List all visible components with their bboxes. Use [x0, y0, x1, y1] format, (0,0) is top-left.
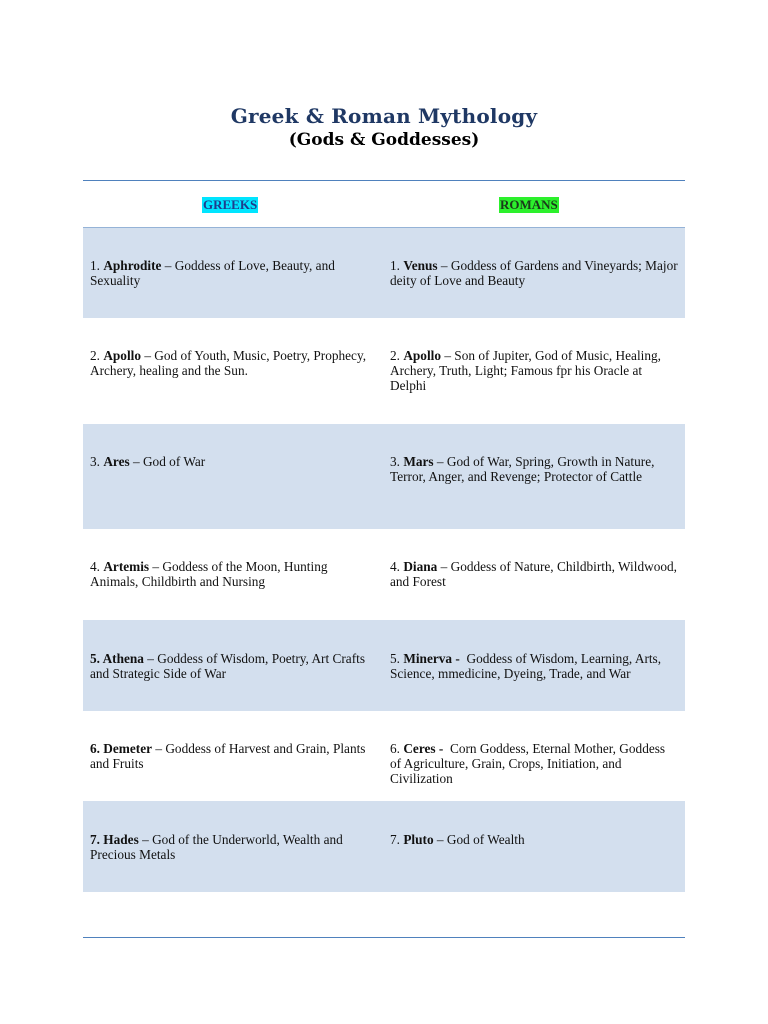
roman-god-name: Mars: [403, 454, 434, 469]
roman-god-cell: [390, 258, 678, 288]
greek-god-description: Goddess of the Moon, Hunting Animals, Childbirth and Nursing: [90, 559, 328, 590]
greeks-column-header: GREEKS: [203, 197, 258, 212]
roman-god-number: 1.: [390, 258, 400, 273]
roman-god-description: God of Wealth: [446, 832, 525, 847]
separator: –: [138, 832, 153, 847]
greek-god-cell: [90, 258, 378, 288]
table-row: [83, 620, 685, 711]
greek-god-cell: [90, 651, 378, 681]
separator: –: [433, 454, 447, 469]
page-subtitle: (Gods & Goddesses): [288, 130, 480, 150]
greek-god-description: God of the Underworld, Wealth and Precious Metals: [90, 832, 343, 863]
roman-god-description: Corn Goddess, Eternal Mother, Goddess of Agriculture, Grain, Crops, Initiation, and Civilization: [390, 741, 666, 787]
greek-god-description: Goddess of Wisdom, Poetry, Art Crafts and Strategic Side of War: [90, 651, 366, 682]
greek-god-number: 2.: [90, 348, 100, 363]
roman-god-cell: [390, 348, 678, 394]
greek-god-cell: [90, 454, 378, 469]
greek-god-name: Apollo: [103, 348, 141, 363]
greek-god-name: Ares: [103, 454, 130, 469]
table-header-row: [83, 181, 685, 227]
greek-god-cell: [90, 832, 378, 862]
roman-god-number: 7.: [390, 832, 400, 847]
greek-god-cell: [90, 348, 378, 378]
separator: –: [161, 258, 175, 273]
roman-god-description: Goddess of Gardens and Vineyards; Major deity of Love and Beauty: [390, 258, 678, 289]
table-row: [83, 228, 685, 318]
roman-god-description: Goddess of Nature, Childbirth, Wildwood, and Forest: [390, 559, 677, 590]
table-row: [83, 424, 685, 529]
separator: –: [441, 348, 455, 363]
greek-god-name: Artemis: [103, 559, 150, 574]
separator: –: [149, 559, 163, 574]
greek-god-description: God of Youth, Music, Poetry, Prophecy, Archery, healing and the Sun.: [90, 348, 367, 379]
table-bottom-rule: [83, 937, 685, 938]
roman-god-cell: [390, 741, 678, 787]
romans-column-header: ROMANS: [500, 197, 558, 212]
roman-god-name: Minerva -: [403, 651, 460, 666]
separator: –: [437, 559, 451, 574]
page-title: Greek & Roman Mythology: [230, 104, 538, 128]
greek-god-name: 7. Hades: [90, 832, 139, 847]
roman-god-cell: [390, 832, 678, 847]
roman-god-cell: [390, 559, 678, 589]
roman-god-number: 6.: [390, 741, 400, 756]
roman-god-name: Apollo: [403, 348, 441, 363]
greek-god-description: God of War: [142, 454, 206, 469]
roman-god-name: Diana: [403, 559, 438, 574]
roman-god-number: 5.: [390, 651, 400, 666]
greek-god-name: Aphrodite: [103, 258, 162, 273]
separator: [443, 741, 450, 756]
greek-god-name: 6. Demeter: [90, 741, 153, 756]
greek-god-cell: [90, 741, 378, 771]
table-row: [83, 801, 685, 892]
table-row: [83, 529, 685, 620]
roman-god-name: Pluto: [403, 832, 434, 847]
roman-god-description: Son of Jupiter, God of Music, Healing, Archery, Truth, Light; Famous fpr his Oracle at Delphi: [390, 348, 661, 394]
roman-god-description: God of War, Spring, Growth in Nature, Terror, Anger, and Revenge; Protector of Cattle: [390, 454, 655, 485]
greek-god-description: Goddess of Harvest and Grain, Plants and Fruits: [90, 741, 366, 772]
greek-god-number: 4.: [90, 559, 100, 574]
separator: –: [143, 651, 158, 666]
roman-god-number: 3.: [390, 454, 400, 469]
separator: –: [433, 832, 447, 847]
roman-god-number: 4.: [390, 559, 400, 574]
roman-god-cell: [390, 651, 678, 681]
greek-god-number: 1.: [90, 258, 100, 273]
roman-god-number: 2.: [390, 348, 400, 363]
greek-god-number: 3.: [90, 454, 100, 469]
separator: –: [437, 258, 451, 273]
greek-god-description: Goddess of Love, Beauty, and Sexuality: [90, 258, 335, 289]
roman-god-description: Goddess of Wisdom, Learning, Arts, Science, mmedicine, Dyeing, Trade, and War: [390, 651, 662, 682]
roman-god-cell: [390, 454, 678, 484]
table-row: [83, 318, 685, 424]
table-row: [83, 711, 685, 801]
greek-god-name: 5. Athena: [90, 651, 144, 666]
separator: –: [141, 348, 155, 363]
greek-god-cell: [90, 559, 378, 589]
separator: –: [152, 741, 166, 756]
separator: –: [129, 454, 143, 469]
roman-god-name: Ceres -: [403, 741, 444, 756]
roman-god-name: Venus: [403, 258, 438, 273]
